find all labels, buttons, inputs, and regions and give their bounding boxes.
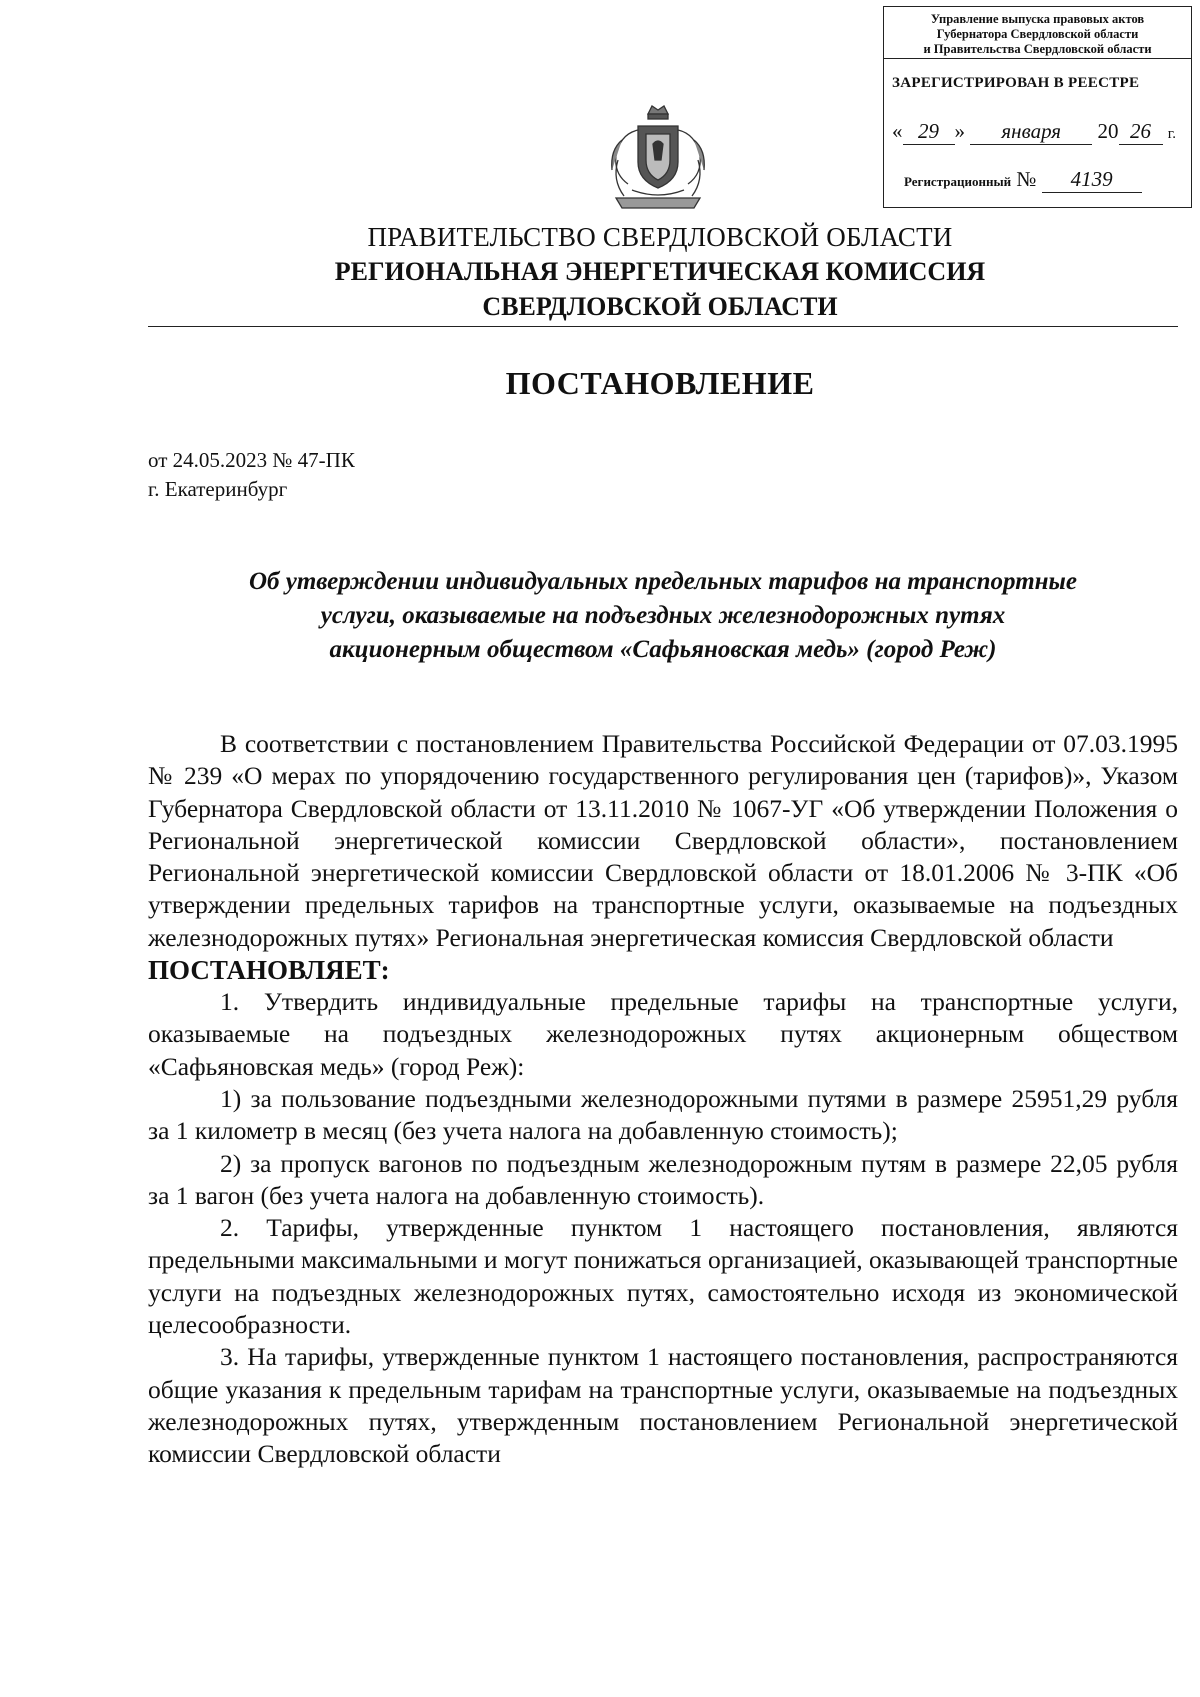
coat-of-arms-emblem bbox=[598, 100, 718, 218]
clause-1-item-2: 2) за пропуск вагонов по подъездным железнодорожным путям в размере 22,05 рубля за 1 вагон (без учета налога на добавленную стоимость). bbox=[148, 1148, 1178, 1210]
stamp-registered-label: ЗАРЕГИСТРИРОВАН В РЕЕСТРЕ bbox=[892, 75, 1140, 91]
stamp-num-sign: № bbox=[1016, 167, 1037, 191]
stamp-year-prefix: 20 bbox=[1097, 119, 1119, 143]
stamp-year-suffix: 26 bbox=[1119, 119, 1163, 145]
subject-line: услуги, оказываемые на подъездных железнодорожных путях bbox=[320, 602, 1006, 629]
stamp-day: 29 bbox=[903, 119, 955, 145]
document-subject bbox=[148, 565, 1178, 667]
document-body bbox=[148, 728, 1178, 1471]
clause-1: 1. Утвердить индивидуальные предельные тарифы на транспортные услуги, оказываемые на подъездных железнодорожных путях акционерным обществом «Сафьяновская медь» (город Реж): bbox=[148, 987, 1178, 1081]
clause-1-item-1: 1) за пользование подъездными железнодорожными путями в размере 25951,29 рубля за 1 километр в месяц (без учета налога на добавленную стоимость); bbox=[148, 1083, 1178, 1146]
stamp-header-line: Управление выпуска правовых актов bbox=[930, 12, 1145, 26]
stamp-header-line: и Правительства Свердловской области bbox=[923, 42, 1152, 56]
stamp-reg-number: 4139 bbox=[1042, 167, 1142, 193]
document-city: г. Екатеринбург bbox=[148, 477, 288, 501]
clause-3: 3. На тарифы, утвержденные пунктом 1 настоящего постановления, распространяются общие указания к предельным тарифам на транспортные услуги, оказываемые на подъездных железнодорожных путях, утвержденным постановлением Региональной энергетической комиссии Свердловской области bbox=[148, 1342, 1178, 1469]
preamble-paragraph: В соответствии с постановлением Правительства Российской Федерации от 07.03.1995 № 239 «О мерах по упорядочению государственного регулирования цен (тарифов)», Указом Губернатора Свердловской области от 13.11.2010 № 1067-УГ «Об утверждении Положения о Региональной энергетической комиссии Свердловской области», постановлением Региональной энергетической комиссии Свердловской области от 18.01.2006 № 3-ПК «Об утверждении предельных тарифов на транспортные услуги, оказываемые на подъездных железнодорожных путях» Региональная энергетическая комиссия Свердловской области bbox=[148, 729, 1178, 952]
org-region: СВЕРДЛОВСКОЙ ОБЛАСТИ bbox=[482, 292, 838, 321]
org-government: ПРАВИТЕЛЬСТВО СВЕРДЛОВСКОЙ ОБЛАСТИ bbox=[367, 222, 953, 252]
clause-2: 2. Тарифы, утвержденные пунктом 1 настоящего постановления, являются предельными максимальными и могут понижаться организацией, оказывающей транспортные услуги на подъездных железнодорожных путях, самостоятельно исходя из экономической целесообразности. bbox=[148, 1213, 1178, 1340]
document-date-number: от 24.05.2023 № 47-ПК bbox=[148, 448, 355, 472]
resolves-heading: ПОСТАНОВЛЯЕТ: bbox=[148, 955, 390, 986]
stamp-reg-number-row bbox=[904, 167, 1142, 193]
document-type-title: ПОСТАНОВЛЕНИЕ bbox=[505, 365, 815, 401]
stamp-open-quote: « bbox=[892, 119, 903, 143]
stamp-close-quote: » bbox=[954, 119, 965, 143]
subject-line: Об утверждении индивидуальных предельных тарифов на транспортные bbox=[248, 568, 1077, 595]
stamp-header-line: Губернатора Свердловской области bbox=[936, 27, 1139, 41]
stamp-year-mark: г. bbox=[1167, 126, 1176, 142]
stamp-reg-label: Регистрационный bbox=[904, 174, 1012, 189]
org-commission: РЕГИОНАЛЬНАЯ ЭНЕРГЕТИЧЕСКАЯ КОМИССИЯ bbox=[334, 257, 986, 286]
stamp-date bbox=[892, 119, 1176, 145]
stamp-month: января bbox=[970, 119, 1092, 145]
subject-line: акционерным обществом «Сафьяновская медь» (город Реж) bbox=[329, 636, 997, 663]
registry-stamp bbox=[883, 6, 1192, 208]
stamp-header bbox=[884, 7, 1191, 59]
header-divider bbox=[148, 326, 1178, 327]
